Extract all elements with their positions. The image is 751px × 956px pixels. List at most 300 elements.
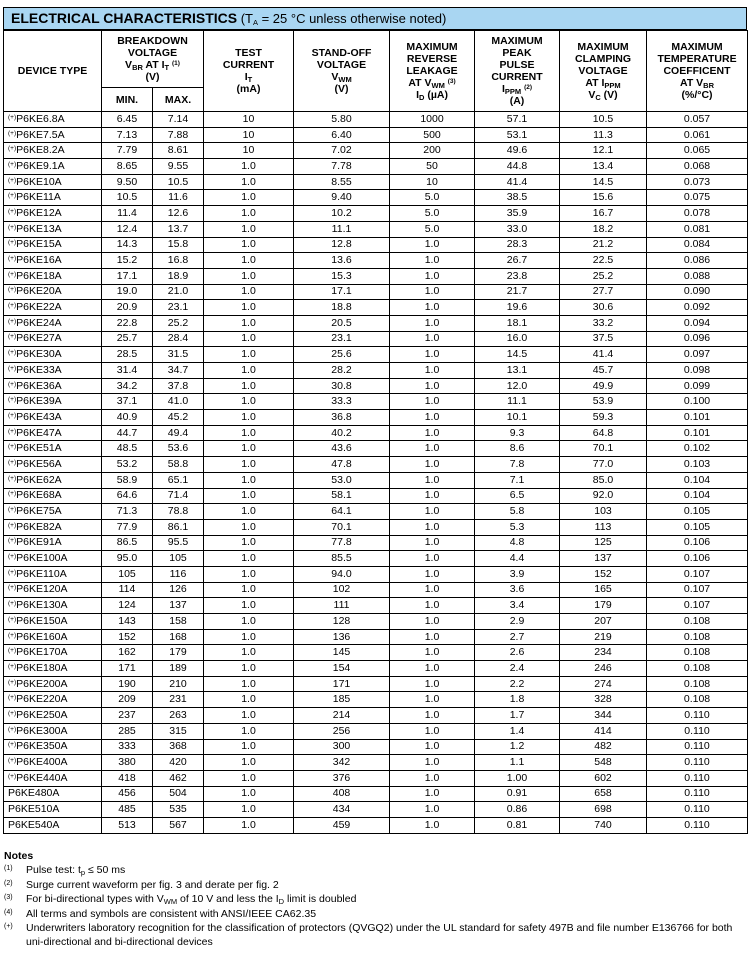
table-row: [4, 488, 748, 504]
cell-vwm: 33.3: [294, 394, 390, 410]
cell-min: 6.45: [102, 112, 153, 128]
cell-it: 1.0: [204, 786, 294, 802]
device-type-cell: [4, 112, 102, 128]
cell-max: 137: [153, 598, 204, 614]
cell-min: 8.65: [102, 159, 153, 175]
table-row: [4, 143, 748, 159]
cell-vwm: 136: [294, 629, 390, 645]
cell-max: 45.2: [153, 410, 204, 426]
cell-min: 143: [102, 614, 153, 630]
cell-it: 1.0: [204, 268, 294, 284]
cell-max: 7.88: [153, 127, 204, 143]
cell-ipp: 13.1: [475, 363, 560, 379]
cell-it: 1.0: [204, 629, 294, 645]
cell-vwm: 20.5: [294, 315, 390, 331]
cell-id: 1.0: [390, 566, 475, 582]
cell-vc: 658: [560, 786, 647, 802]
device-name: P6KE27A: [16, 332, 62, 345]
cell-id: 200: [390, 143, 475, 159]
device-type-cell: [4, 817, 102, 833]
cell-vc: 33.2: [560, 315, 647, 331]
cell-it: 1.0: [204, 770, 294, 786]
notes-title: Notes: [4, 850, 34, 862]
table-row: [4, 692, 748, 708]
header-reverse-leakage: MAXIMUM REVERSE LEAKAGE AT $V_{WM}$ $^{(3)}$ $I_D$ (µA): [390, 31, 475, 112]
device-name: P6KE220A: [16, 693, 68, 706]
cell-tc: 0.108: [647, 676, 748, 692]
cell-tc: 0.084: [647, 237, 748, 253]
ul-mark: (+): [8, 678, 17, 686]
cell-vwm: 6.40: [294, 127, 390, 143]
cell-vwm: 53.0: [294, 472, 390, 488]
cell-vc: 103: [560, 504, 647, 520]
table-row: [4, 284, 748, 300]
ul-mark: (+): [8, 772, 17, 780]
cell-tc: 0.110: [647, 739, 748, 755]
cell-ipp: 5.3: [475, 519, 560, 535]
device-name: P6KE11A: [16, 191, 61, 204]
cell-tc: 0.110: [647, 708, 748, 724]
header-device-type: DEVICE TYPE: [4, 31, 102, 112]
ul-mark: (+): [8, 380, 17, 388]
cell-id: 1.0: [390, 708, 475, 724]
cell-vc: 11.3: [560, 127, 647, 143]
cell-id: 1.0: [390, 582, 475, 598]
device-type-cell: [4, 472, 102, 488]
cell-it: 1.0: [204, 315, 294, 331]
device-type-cell: [4, 645, 102, 661]
cell-min: 19.0: [102, 284, 153, 300]
cell-max: 16.8: [153, 253, 204, 269]
ul-mark: (+): [8, 725, 17, 733]
ul-mark: (+): [8, 411, 17, 419]
cell-max: 116: [153, 566, 204, 582]
cell-it: 1.0: [204, 582, 294, 598]
cell-vc: 414: [560, 723, 647, 739]
device-type-cell: [4, 629, 102, 645]
cell-ipp: 33.0: [475, 221, 560, 237]
cell-vwm: 94.0: [294, 566, 390, 582]
device-name: P6KE110A: [16, 567, 67, 580]
device-name: P6KE200A: [16, 677, 68, 690]
note-4: (4) All terms and symbols are consistent with ANSI/IEEE CA62.35: [4, 907, 317, 920]
cell-min: 31.4: [102, 363, 153, 379]
cell-ipp: 57.1: [475, 112, 560, 128]
cell-id: 1.0: [390, 629, 475, 645]
cell-vc: 70.1: [560, 441, 647, 457]
cell-it: 1.0: [204, 331, 294, 347]
cell-tc: 0.101: [647, 410, 748, 426]
device-name: P6KE16A: [16, 254, 62, 267]
cell-tc: 0.073: [647, 174, 748, 190]
cell-it: 1.0: [204, 425, 294, 441]
device-type-cell: [4, 504, 102, 520]
cell-min: 37.1: [102, 394, 153, 410]
table-row: [4, 206, 748, 222]
ul-mark: (+): [8, 160, 17, 168]
table-row: [4, 645, 748, 661]
device-type-cell: [4, 410, 102, 426]
cell-vc: 59.3: [560, 410, 647, 426]
cell-it: 1.0: [204, 802, 294, 818]
cell-vc: 25.2: [560, 268, 647, 284]
ul-mark: (+): [8, 553, 17, 561]
table-row: [4, 425, 748, 441]
device-name: P6KE56A: [16, 457, 62, 470]
cell-tc: 0.096: [647, 331, 748, 347]
cell-vwm: 102: [294, 582, 390, 598]
device-name: P6KE51A: [16, 442, 62, 455]
cell-max: 504: [153, 786, 204, 802]
cell-id: 1.0: [390, 410, 475, 426]
cell-tc: 0.110: [647, 755, 748, 771]
cell-id: 1.0: [390, 457, 475, 473]
cell-min: 11.4: [102, 206, 153, 222]
cell-vwm: 64.1: [294, 504, 390, 520]
cell-id: 1.0: [390, 253, 475, 269]
device-type-cell: [4, 315, 102, 331]
cell-it: 1.0: [204, 614, 294, 630]
table-row: [4, 598, 748, 614]
cell-it: 1.0: [204, 817, 294, 833]
cell-tc: 0.106: [647, 535, 748, 551]
cell-max: 8.61: [153, 143, 204, 159]
cell-min: 418: [102, 770, 153, 786]
cell-max: 263: [153, 708, 204, 724]
ul-mark: (+): [8, 741, 17, 749]
cell-min: 95.0: [102, 551, 153, 567]
ul-mark: (+): [8, 584, 17, 592]
cell-max: 31.5: [153, 347, 204, 363]
cell-it: 1.0: [204, 661, 294, 677]
cell-max: 11.6: [153, 190, 204, 206]
cell-id: 1.0: [390, 770, 475, 786]
cell-it: 1.0: [204, 692, 294, 708]
cell-vwm: 408: [294, 786, 390, 802]
header-standoff-voltage: STAND-OFF VOLTAGE $V_{WM}$ (V): [294, 31, 390, 112]
cell-it: 1.0: [204, 551, 294, 567]
ul-mark: (+): [8, 458, 17, 466]
cell-id: 1.0: [390, 315, 475, 331]
cell-max: 189: [153, 661, 204, 677]
cell-ipp: 14.5: [475, 347, 560, 363]
cell-vc: 45.7: [560, 363, 647, 379]
cell-vwm: 128: [294, 614, 390, 630]
cell-max: 49.4: [153, 425, 204, 441]
device-name: P6KE33A: [16, 363, 62, 376]
cell-min: 114: [102, 582, 153, 598]
cell-max: 126: [153, 582, 204, 598]
cell-min: 485: [102, 802, 153, 818]
cell-tc: 0.098: [647, 363, 748, 379]
cell-tc: 0.110: [647, 802, 748, 818]
cell-min: 10.5: [102, 190, 153, 206]
cell-max: 12.6: [153, 206, 204, 222]
cell-it: 1.0: [204, 363, 294, 379]
cell-vc: 92.0: [560, 488, 647, 504]
note-5: (+) Underwriters laboratory recognition for the classification of protectors (QVGQ2) under the UL standard for safety 497B and file number E136766 for both uni-directional and bi-directional devices: [4, 922, 733, 949]
cell-it: 1.0: [204, 347, 294, 363]
ul-mark: (+): [8, 427, 17, 435]
cell-ipp: 2.9: [475, 614, 560, 630]
cell-min: 71.3: [102, 504, 153, 520]
cell-ipp: 3.9: [475, 566, 560, 582]
cell-max: 368: [153, 739, 204, 755]
cell-min: 190: [102, 676, 153, 692]
ul-mark: (+): [8, 662, 17, 670]
cell-min: 380: [102, 755, 153, 771]
cell-vwm: 23.1: [294, 331, 390, 347]
cell-vwm: 8.55: [294, 174, 390, 190]
cell-min: 105: [102, 566, 153, 582]
cell-min: 77.9: [102, 519, 153, 535]
cell-ipp: 1.4: [475, 723, 560, 739]
table-row: [4, 237, 748, 253]
cell-vwm: 256: [294, 723, 390, 739]
device-type-cell: [4, 127, 102, 143]
cell-ipp: 38.5: [475, 190, 560, 206]
cell-vwm: 18.8: [294, 300, 390, 316]
device-name: P6KE440A: [16, 771, 68, 784]
cell-ipp: 49.6: [475, 143, 560, 159]
cell-vwm: 10.2: [294, 206, 390, 222]
table-row: [4, 566, 748, 582]
ul-mark: (+): [8, 568, 17, 576]
cell-it: 1.0: [204, 174, 294, 190]
cell-vwm: 185: [294, 692, 390, 708]
cell-min: 40.9: [102, 410, 153, 426]
cell-max: 23.1: [153, 300, 204, 316]
table-row: [4, 817, 748, 833]
cell-id: 500: [390, 127, 475, 143]
cell-max: 15.8: [153, 237, 204, 253]
cell-id: 5.0: [390, 190, 475, 206]
cell-it: 1.0: [204, 739, 294, 755]
cell-tc: 0.108: [647, 661, 748, 677]
cell-tc: 0.104: [647, 488, 748, 504]
cell-vwm: 17.1: [294, 284, 390, 300]
cell-tc: 0.061: [647, 127, 748, 143]
table-row: [4, 582, 748, 598]
cell-vwm: 376: [294, 770, 390, 786]
table-row: [4, 770, 748, 786]
cell-max: 462: [153, 770, 204, 786]
cell-ipp: 16.0: [475, 331, 560, 347]
cell-vwm: 7.78: [294, 159, 390, 175]
cell-min: 171: [102, 661, 153, 677]
ul-mark: (+): [8, 506, 17, 514]
device-type-cell: [4, 661, 102, 677]
cell-vc: 234: [560, 645, 647, 661]
device-type-cell: [4, 676, 102, 692]
ul-mark: (+): [8, 615, 17, 623]
cell-id: 1.0: [390, 755, 475, 771]
cell-vc: 152: [560, 566, 647, 582]
cell-tc: 0.102: [647, 441, 748, 457]
ul-mark: (+): [8, 443, 17, 451]
cell-vc: 165: [560, 582, 647, 598]
cell-ipp: 2.6: [475, 645, 560, 661]
device-type-cell: [4, 519, 102, 535]
section-title: ELECTRICAL CHARACTERISTICS: [11, 10, 238, 26]
title-condition: ($T_A = 25$ °C unless otherwise noted): [237, 11, 447, 27]
cell-ipp: 2.2: [475, 676, 560, 692]
device-type-cell: [4, 174, 102, 190]
cell-tc: 0.078: [647, 206, 748, 222]
cell-tc: 0.101: [647, 425, 748, 441]
cell-max: 71.4: [153, 488, 204, 504]
cell-max: 86.1: [153, 519, 204, 535]
ul-mark: (+): [8, 694, 17, 702]
cell-max: 179: [153, 645, 204, 661]
cell-tc: 0.105: [647, 504, 748, 520]
cell-id: 1.0: [390, 504, 475, 520]
device-name: P6KE20A: [16, 285, 62, 298]
cell-id: 1.0: [390, 723, 475, 739]
device-type-cell: [4, 488, 102, 504]
cell-tc: 0.068: [647, 159, 748, 175]
table-row: [4, 268, 748, 284]
cell-ipp: 10.1: [475, 410, 560, 426]
section-title-bar: [3, 7, 747, 30]
cell-vwm: 300: [294, 739, 390, 755]
table-row: [4, 614, 748, 630]
cell-vc: 328: [560, 692, 647, 708]
cell-it: 1.0: [204, 300, 294, 316]
cell-vc: 14.5: [560, 174, 647, 190]
device-type-cell: [4, 786, 102, 802]
cell-id: 1.0: [390, 237, 475, 253]
cell-tc: 0.106: [647, 551, 748, 567]
table-row: [4, 519, 748, 535]
cell-ipp: 0.81: [475, 817, 560, 833]
ul-mark: (+): [8, 239, 17, 247]
cell-ipp: 1.8: [475, 692, 560, 708]
cell-vwm: 77.8: [294, 535, 390, 551]
cell-vwm: 154: [294, 661, 390, 677]
device-name: P6KE160A: [16, 630, 68, 643]
cell-min: 58.9: [102, 472, 153, 488]
device-name: P6KE91A: [16, 536, 62, 549]
cell-it: 1.0: [204, 378, 294, 394]
ul-mark: (+): [8, 270, 17, 278]
device-name: P6KE400A: [16, 756, 68, 769]
cell-vwm: 12.8: [294, 237, 390, 253]
cell-tc: 0.100: [647, 394, 748, 410]
cell-id: 1.0: [390, 363, 475, 379]
device-name: P6KE6.8A: [16, 112, 65, 125]
device-name: P6KE300A: [16, 724, 68, 737]
cell-vc: 13.4: [560, 159, 647, 175]
device-name: P6KE68A: [16, 489, 62, 502]
device-type-cell: [4, 598, 102, 614]
cell-vwm: 5.80: [294, 112, 390, 128]
device-name: P6KE75A: [16, 505, 62, 518]
header-breakdown-voltage: BREAKDOWN VOLTAGE $V_{BR}$ AT $I_T$ $^{(1)}$ (V): [102, 31, 204, 88]
cell-id: 1.0: [390, 425, 475, 441]
cell-vwm: 434: [294, 802, 390, 818]
cell-vc: 698: [560, 802, 647, 818]
device-type-cell: [4, 739, 102, 755]
cell-vc: 18.2: [560, 221, 647, 237]
cell-vwm: 85.5: [294, 551, 390, 567]
ul-mark: (+): [8, 364, 17, 372]
cell-max: 18.9: [153, 268, 204, 284]
cell-it: 1.0: [204, 645, 294, 661]
cell-vwm: 9.40: [294, 190, 390, 206]
cell-vwm: 145: [294, 645, 390, 661]
cell-vc: 49.9: [560, 378, 647, 394]
ul-mark: (+): [8, 255, 17, 263]
cell-id: 1.0: [390, 441, 475, 457]
device-type-cell: [4, 535, 102, 551]
cell-max: 567: [153, 817, 204, 833]
cell-id: 1.0: [390, 551, 475, 567]
cell-id: 1000: [390, 112, 475, 128]
cell-vc: 219: [560, 629, 647, 645]
device-name: P6KE36A: [16, 379, 62, 392]
ul-mark: (+): [8, 113, 17, 121]
cell-ipp: 1.1: [475, 755, 560, 771]
ul-mark: (+): [8, 757, 17, 765]
device-type-cell: [4, 692, 102, 708]
device-name: P6KE30A: [16, 348, 62, 361]
cell-min: 456: [102, 786, 153, 802]
cell-ipp: 26.7: [475, 253, 560, 269]
ul-mark: (+): [8, 600, 17, 608]
device-type-cell: [4, 221, 102, 237]
cell-id: 1.0: [390, 394, 475, 410]
cell-min: 209: [102, 692, 153, 708]
cell-ipp: 8.6: [475, 441, 560, 457]
ul-mark: (+): [8, 396, 17, 404]
device-type-cell: [4, 755, 102, 771]
device-type-cell: [4, 190, 102, 206]
cell-min: 14.3: [102, 237, 153, 253]
ul-mark: (+): [8, 302, 17, 310]
cell-ipp: 41.4: [475, 174, 560, 190]
cell-min: 64.6: [102, 488, 153, 504]
cell-id: 1.0: [390, 645, 475, 661]
cell-min: 34.2: [102, 378, 153, 394]
cell-ipp: 6.5: [475, 488, 560, 504]
cell-min: 124: [102, 598, 153, 614]
cell-it: 1.0: [204, 488, 294, 504]
header-clamping-voltage: MAXIMUM CLAMPING VOLTAGE AT $I_{PPM}$ $V_C$ (V): [560, 31, 647, 112]
cell-min: 513: [102, 817, 153, 833]
device-type-cell: [4, 347, 102, 363]
cell-max: 37.8: [153, 378, 204, 394]
cell-it: 1.0: [204, 394, 294, 410]
cell-vc: 10.5: [560, 112, 647, 128]
cell-vc: 12.1: [560, 143, 647, 159]
device-type-cell: [4, 159, 102, 175]
table-row: [4, 661, 748, 677]
electrical-characteristics-table: [3, 30, 748, 834]
cell-id: 1.0: [390, 519, 475, 535]
cell-vc: 27.7: [560, 284, 647, 300]
cell-ipp: 3.6: [475, 582, 560, 598]
cell-tc: 0.075: [647, 190, 748, 206]
cell-max: 65.1: [153, 472, 204, 488]
table-row: [4, 676, 748, 692]
cell-min: 9.50: [102, 174, 153, 190]
cell-it: 1.0: [204, 566, 294, 582]
device-name: P6KE130A: [16, 599, 68, 612]
ul-mark: (+): [8, 129, 17, 137]
cell-max: 34.7: [153, 363, 204, 379]
device-type-cell: [4, 284, 102, 300]
